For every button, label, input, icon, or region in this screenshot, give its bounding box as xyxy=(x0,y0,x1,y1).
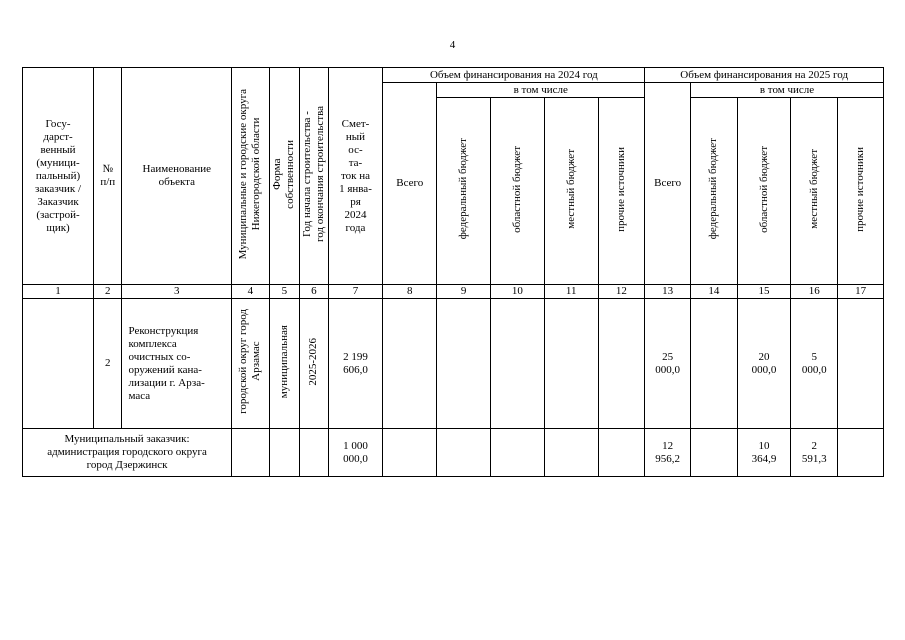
header-local-2025: местный бюджет xyxy=(791,98,838,285)
cell-empty xyxy=(490,429,544,477)
header-regional-2025: областной бюджет xyxy=(737,98,791,285)
header-including-2025: в том числе xyxy=(690,83,883,98)
header-fin-2025: Объем финансирования на 2025 год xyxy=(645,68,884,83)
cell-total-2025: 12 956,2 xyxy=(645,429,691,477)
cell-ownership: муниципальная xyxy=(269,299,299,429)
cell-empty xyxy=(269,429,299,477)
table-row-object xyxy=(23,299,884,429)
cell-object-name: Реконструкция комплекса очистных со- оружений кана- лизации г. Арза- маса xyxy=(122,299,232,429)
header-object-name: Наименование объекта xyxy=(122,68,232,285)
cell-empty xyxy=(544,429,598,477)
cell-empty xyxy=(598,299,645,429)
column-number: 15 xyxy=(737,285,791,299)
header-including-2024: в том числе xyxy=(437,83,645,98)
column-number: 8 xyxy=(383,285,437,299)
cell-customer-empty xyxy=(23,299,94,429)
cell-empty xyxy=(300,429,328,477)
header-remainder: Смет- ный ос- та- ток на 1 янва- ря 2024 года xyxy=(328,68,383,285)
cell-empty xyxy=(232,429,270,477)
cell-empty xyxy=(437,429,491,477)
column-number: 10 xyxy=(490,285,544,299)
header-federal-2024: федеральный бюджет xyxy=(437,98,491,285)
cell-empty xyxy=(383,429,437,477)
header-total-2024: Всего xyxy=(383,83,437,285)
column-number: 1 xyxy=(23,285,94,299)
column-number: 12 xyxy=(598,285,645,299)
cell-empty xyxy=(598,429,645,477)
header-municipalities: Муниципальные и городские округа Нижегородской области xyxy=(232,68,270,285)
financing-table xyxy=(22,67,884,477)
cell-total-2025: 25 000,0 xyxy=(645,299,691,429)
cell-remainder: 1 000 000,0 xyxy=(328,429,383,477)
header-other-2025: прочие источники xyxy=(838,98,884,285)
header-local-2024: местный бюджет xyxy=(544,98,598,285)
column-number: 5 xyxy=(269,285,299,299)
header-number: № п/п xyxy=(94,68,122,285)
cell-municipality: городской округ город Арзамас xyxy=(232,299,270,429)
cell-regional-2025: 20 000,0 xyxy=(737,299,791,429)
header-federal-2025: федеральный бюджет xyxy=(690,98,737,285)
column-number: 7 xyxy=(328,285,383,299)
header-other-2024: прочие источники xyxy=(598,98,645,285)
column-number: 14 xyxy=(690,285,737,299)
column-number: 9 xyxy=(437,285,491,299)
column-number: 4 xyxy=(232,285,270,299)
cell-empty xyxy=(690,299,737,429)
cell-local-2025: 2 591,3 xyxy=(791,429,838,477)
cell-empty xyxy=(690,429,737,477)
cell-number: 2 xyxy=(94,299,122,429)
column-number: 16 xyxy=(791,285,838,299)
header-total-2025: Всего xyxy=(645,83,691,285)
header-years: Год начала строительства - год окончания строительства xyxy=(300,68,328,285)
page-number: 4 xyxy=(449,39,456,51)
cell-empty xyxy=(838,299,884,429)
cell-empty xyxy=(437,299,491,429)
column-number: 3 xyxy=(122,285,232,299)
column-number: 11 xyxy=(544,285,598,299)
cell-customer-label: Муниципальный заказчик: администрация городского округа город Дзержинск xyxy=(23,429,232,477)
cell-local-2025: 5 000,0 xyxy=(791,299,838,429)
column-number: 2 xyxy=(94,285,122,299)
header-fin-2024: Объем финансирования на 2024 год xyxy=(383,68,645,83)
cell-empty xyxy=(383,299,437,429)
column-number: 17 xyxy=(838,285,884,299)
column-number: 13 xyxy=(645,285,691,299)
cell-empty xyxy=(838,429,884,477)
cell-remainder: 2 199 606,0 xyxy=(328,299,383,429)
header-customer: Госу- дарст- венный (муници- пальный) заказчик / Заказчик (застрой- щик) xyxy=(23,68,94,285)
cell-regional-2025: 10 364,9 xyxy=(737,429,791,477)
table-row-customer xyxy=(23,429,884,477)
column-number: 6 xyxy=(300,285,328,299)
cell-empty xyxy=(544,299,598,429)
header-ownership: Форма собственности xyxy=(269,68,299,285)
cell-empty xyxy=(490,299,544,429)
column-numbers-row xyxy=(23,285,884,299)
header-regional-2024: областной бюджет xyxy=(490,98,544,285)
cell-years: 2025-2026 xyxy=(300,299,328,429)
